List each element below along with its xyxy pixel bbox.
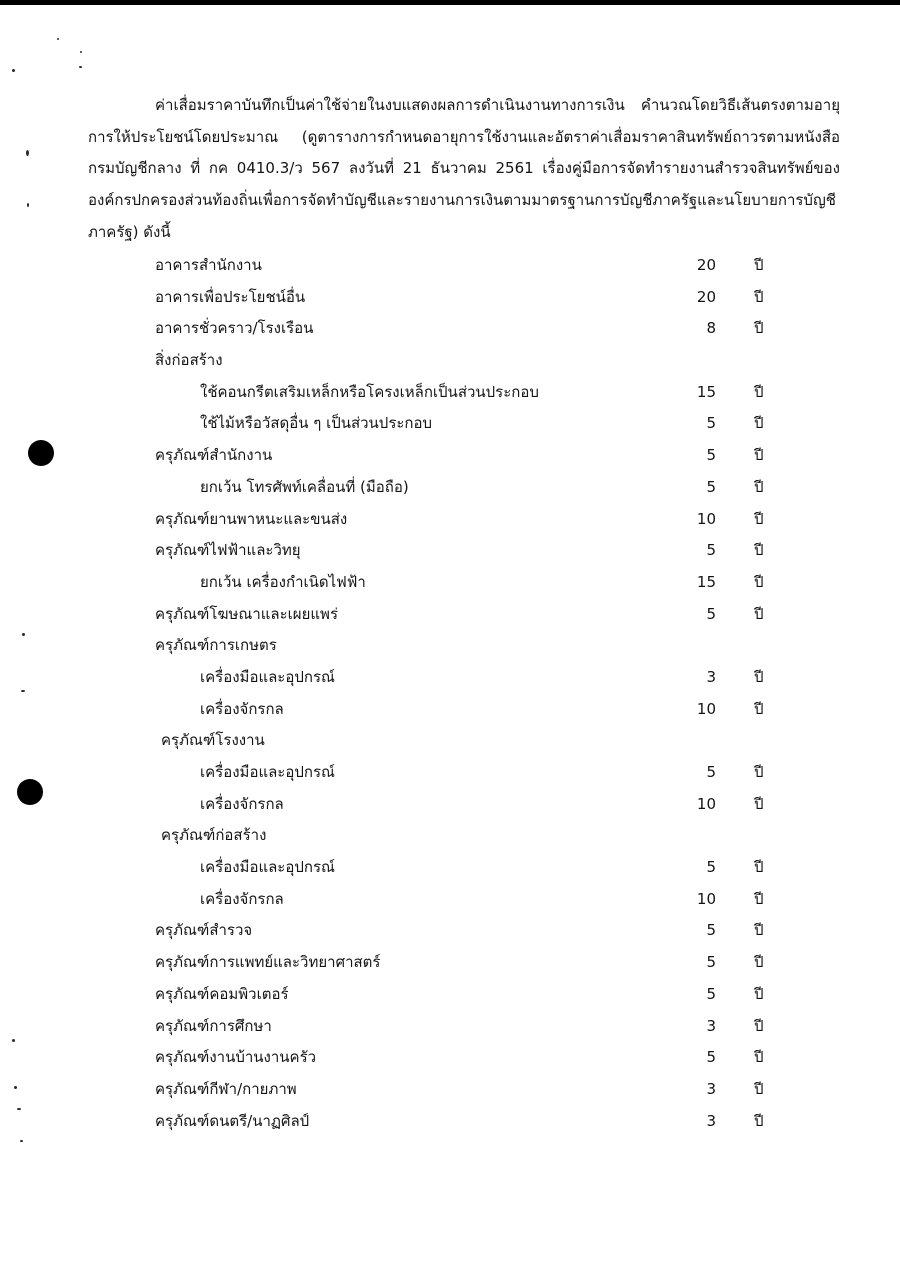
useful-life-years: 10 (696, 509, 716, 528)
scan-speck (12, 69, 15, 72)
useful-life-years: 5 (706, 604, 716, 623)
year-unit-label: ปี (754, 541, 764, 560)
scan-speck (20, 1140, 23, 1142)
asset-category-label: สิ่งก่อสร้าง (155, 351, 223, 370)
asset-category-label: อาคารชั่วคราว/โรงเรือน (155, 319, 314, 338)
asset-category-row (0, 947, 900, 979)
year-unit-label: ปี (754, 1048, 764, 1067)
year-unit-label: ปี (754, 287, 764, 306)
useful-life-years: 20 (696, 287, 716, 306)
asset-category-label: ครุภัณฑ์งานบ้านงานครัว (155, 1048, 317, 1067)
asset-subcategory-label: เครื่องมือและอุปกรณ์ (200, 763, 335, 781)
asset-category-row (0, 630, 900, 662)
useful-life-years: 3 (706, 1079, 716, 1098)
asset-category-label: อาคารสำนักงาน (155, 256, 262, 274)
useful-life-years: 20 (696, 256, 716, 274)
asset-category-row (0, 535, 900, 567)
asset-category-label: ครุภัณฑ์คอมพิวเตอร์ (155, 984, 289, 1003)
year-unit-label: ปี (754, 414, 764, 433)
asset-category-label: ครุภัณฑ์สำนักงาน (155, 446, 273, 465)
asset-category-row (0, 250, 900, 282)
asset-subcategory-row (0, 377, 900, 409)
asset-subcategory-label: ยกเว้น โทรศัพท์เคลื่อนที่ (มือถือ) (200, 477, 409, 496)
year-unit-label: ปี (754, 984, 764, 1003)
asset-subcategory-label: ใช้คอนกรีตเสริมเหล็กหรือโครงเหล็กเป็นส่วนประกอบ (200, 382, 539, 401)
year-unit-label: ปี (754, 667, 764, 686)
useful-life-years: 15 (696, 382, 716, 401)
intro-line: การให้ประโยชน์โดยประมาณ (ดูตารางการกำหนดอายุการใช้งานและอัตราค่าเสื่อมราคาสินทรัพย์ถาวรตามหนังสือ (88, 127, 840, 146)
intro-line: องค์กรปกครองส่วนท้องถิ่นเพื่อการจัดทำบัญชีและรายงานการเงินตามมาตรฐานการบัญชีภาครัฐและนโยบายการบัญชี (88, 191, 836, 210)
year-unit-label: ปี (754, 446, 764, 465)
useful-life-schedule (0, 250, 900, 1137)
year-unit-label: ปี (754, 858, 764, 877)
year-unit-label: ปี (754, 319, 764, 338)
asset-category-row (0, 1011, 900, 1043)
useful-life-years: 8 (706, 319, 716, 338)
useful-life-years: 10 (696, 889, 716, 908)
asset-category-label: ครุภัณฑ์โฆษณาและเผยแพร่ (155, 604, 338, 623)
asset-category-label: อาคารเพื่อประโยชน์อื่น (155, 287, 306, 306)
asset-category-label: ครุภัณฑ์ไฟฟ้าและวิทยุ (155, 541, 301, 560)
useful-life-years: 10 (696, 699, 716, 718)
useful-life-years: 5 (706, 414, 716, 433)
asset-category-row (0, 599, 900, 631)
asset-category-row (0, 979, 900, 1011)
asset-subcategory-label: เครื่องมือและอุปกรณ์ (200, 858, 335, 877)
asset-subcategory-label: ยกเว้น เครื่องกำเนิดไฟฟ้า (200, 572, 366, 591)
useful-life-years: 15 (696, 572, 716, 591)
asset-subcategory-row (0, 757, 900, 789)
year-unit-label: ปี (754, 382, 764, 401)
asset-category-label: ครุภัณฑ์ก่อสร้าง (161, 826, 267, 845)
asset-category-label: ครุภัณฑ์ดนตรี/นาฏศิลป์ (155, 1111, 310, 1130)
asset-category-row (0, 725, 900, 757)
useful-life-years: 5 (706, 953, 716, 972)
asset-category-label: ครุภัณฑ์การเกษตร (155, 636, 277, 655)
asset-subcategory-label: เครื่องจักรกล (200, 699, 284, 718)
scan-speck (57, 38, 59, 40)
asset-category-label: ครุภัณฑ์กีฬา/กายภาพ (155, 1079, 297, 1098)
asset-category-row (0, 504, 900, 536)
asset-subcategory-label: ใช้ไม้หรือวัสดุอื่น ๆ เป็นส่วนประกอบ (200, 414, 433, 433)
asset-category-row (0, 440, 900, 472)
asset-category-row (0, 1106, 900, 1138)
useful-life-years: 5 (706, 763, 716, 781)
scan-top-edge (0, 0, 900, 5)
asset-category-row (0, 1074, 900, 1106)
useful-life-years: 3 (706, 667, 716, 686)
year-unit-label: ปี (754, 572, 764, 591)
asset-subcategory-row (0, 408, 900, 440)
asset-subcategory-row (0, 694, 900, 726)
useful-life-years: 5 (706, 858, 716, 877)
year-unit-label: ปี (754, 699, 764, 718)
asset-category-row (0, 345, 900, 377)
asset-category-row (0, 313, 900, 345)
year-unit-label: ปี (754, 921, 764, 940)
asset-subcategory-row (0, 884, 900, 916)
asset-subcategory-label: เครื่องจักรกล (200, 889, 284, 908)
intro-line: กรมบัญชีกลาง ที่ กค 0410.3/ว 567 ลงวันที่ 21 ธันวาคม 2561 เรื่องคู่มือการจัดทำรายงานสำรวจสินทรัพย์ของ (88, 159, 840, 178)
scan-speck (80, 51, 82, 53)
useful-life-years: 3 (706, 1111, 716, 1130)
year-unit-label: ปี (754, 256, 764, 274)
asset-category-row (0, 820, 900, 852)
year-unit-label: ปี (754, 1016, 764, 1035)
asset-category-label: ครุภัณฑ์การแพทย์และวิทยาศาสตร์ (155, 953, 381, 972)
asset-subcategory-label: เครื่องจักรกล (200, 794, 284, 813)
intro-paragraph (0, 90, 900, 248)
asset-category-label: ครุภัณฑ์การศึกษา (155, 1016, 272, 1035)
useful-life-years: 5 (706, 541, 716, 560)
year-unit-label: ปี (754, 1079, 764, 1098)
asset-category-row (0, 915, 900, 947)
asset-subcategory-row (0, 472, 900, 504)
year-unit-label: ปี (754, 889, 764, 908)
scan-speck (79, 66, 82, 68)
useful-life-years: 5 (706, 477, 716, 496)
year-unit-label: ปี (754, 794, 764, 813)
asset-category-row (0, 1042, 900, 1074)
year-unit-label: ปี (754, 763, 764, 781)
year-unit-label: ปี (754, 604, 764, 623)
useful-life-years: 3 (706, 1016, 716, 1035)
asset-subcategory-row (0, 567, 900, 599)
asset-category-label: ครุภัณฑ์สำรวจ (155, 921, 253, 940)
asset-subcategory-row (0, 852, 900, 884)
asset-category-label: ครุภัณฑ์ยานพาหนะและขนส่ง (155, 509, 348, 528)
useful-life-years: 5 (706, 921, 716, 940)
asset-category-row (0, 282, 900, 314)
year-unit-label: ปี (754, 1111, 764, 1130)
asset-category-label: ครุภัณฑ์โรงงาน (161, 731, 265, 750)
asset-subcategory-row (0, 662, 900, 694)
asset-subcategory-label: เครื่องมือและอุปกรณ์ (200, 667, 335, 686)
year-unit-label: ปี (754, 509, 764, 528)
useful-life-years: 5 (706, 1048, 716, 1067)
useful-life-years: 5 (706, 446, 716, 465)
year-unit-label: ปี (754, 953, 764, 972)
useful-life-years: 5 (706, 984, 716, 1003)
year-unit-label: ปี (754, 477, 764, 496)
intro-line: ค่าเสื่อมราคาบันทึกเป็นค่าใช้จ่ายในงบแสดงผลการดำเนินงานทางการเงิน คำนวณโดยวิธีเส้นตรงตามอายุ (155, 96, 840, 114)
intro-line: ภาครัฐ) ดังนี้ (88, 222, 171, 241)
useful-life-years: 10 (696, 794, 716, 813)
asset-subcategory-row (0, 789, 900, 821)
